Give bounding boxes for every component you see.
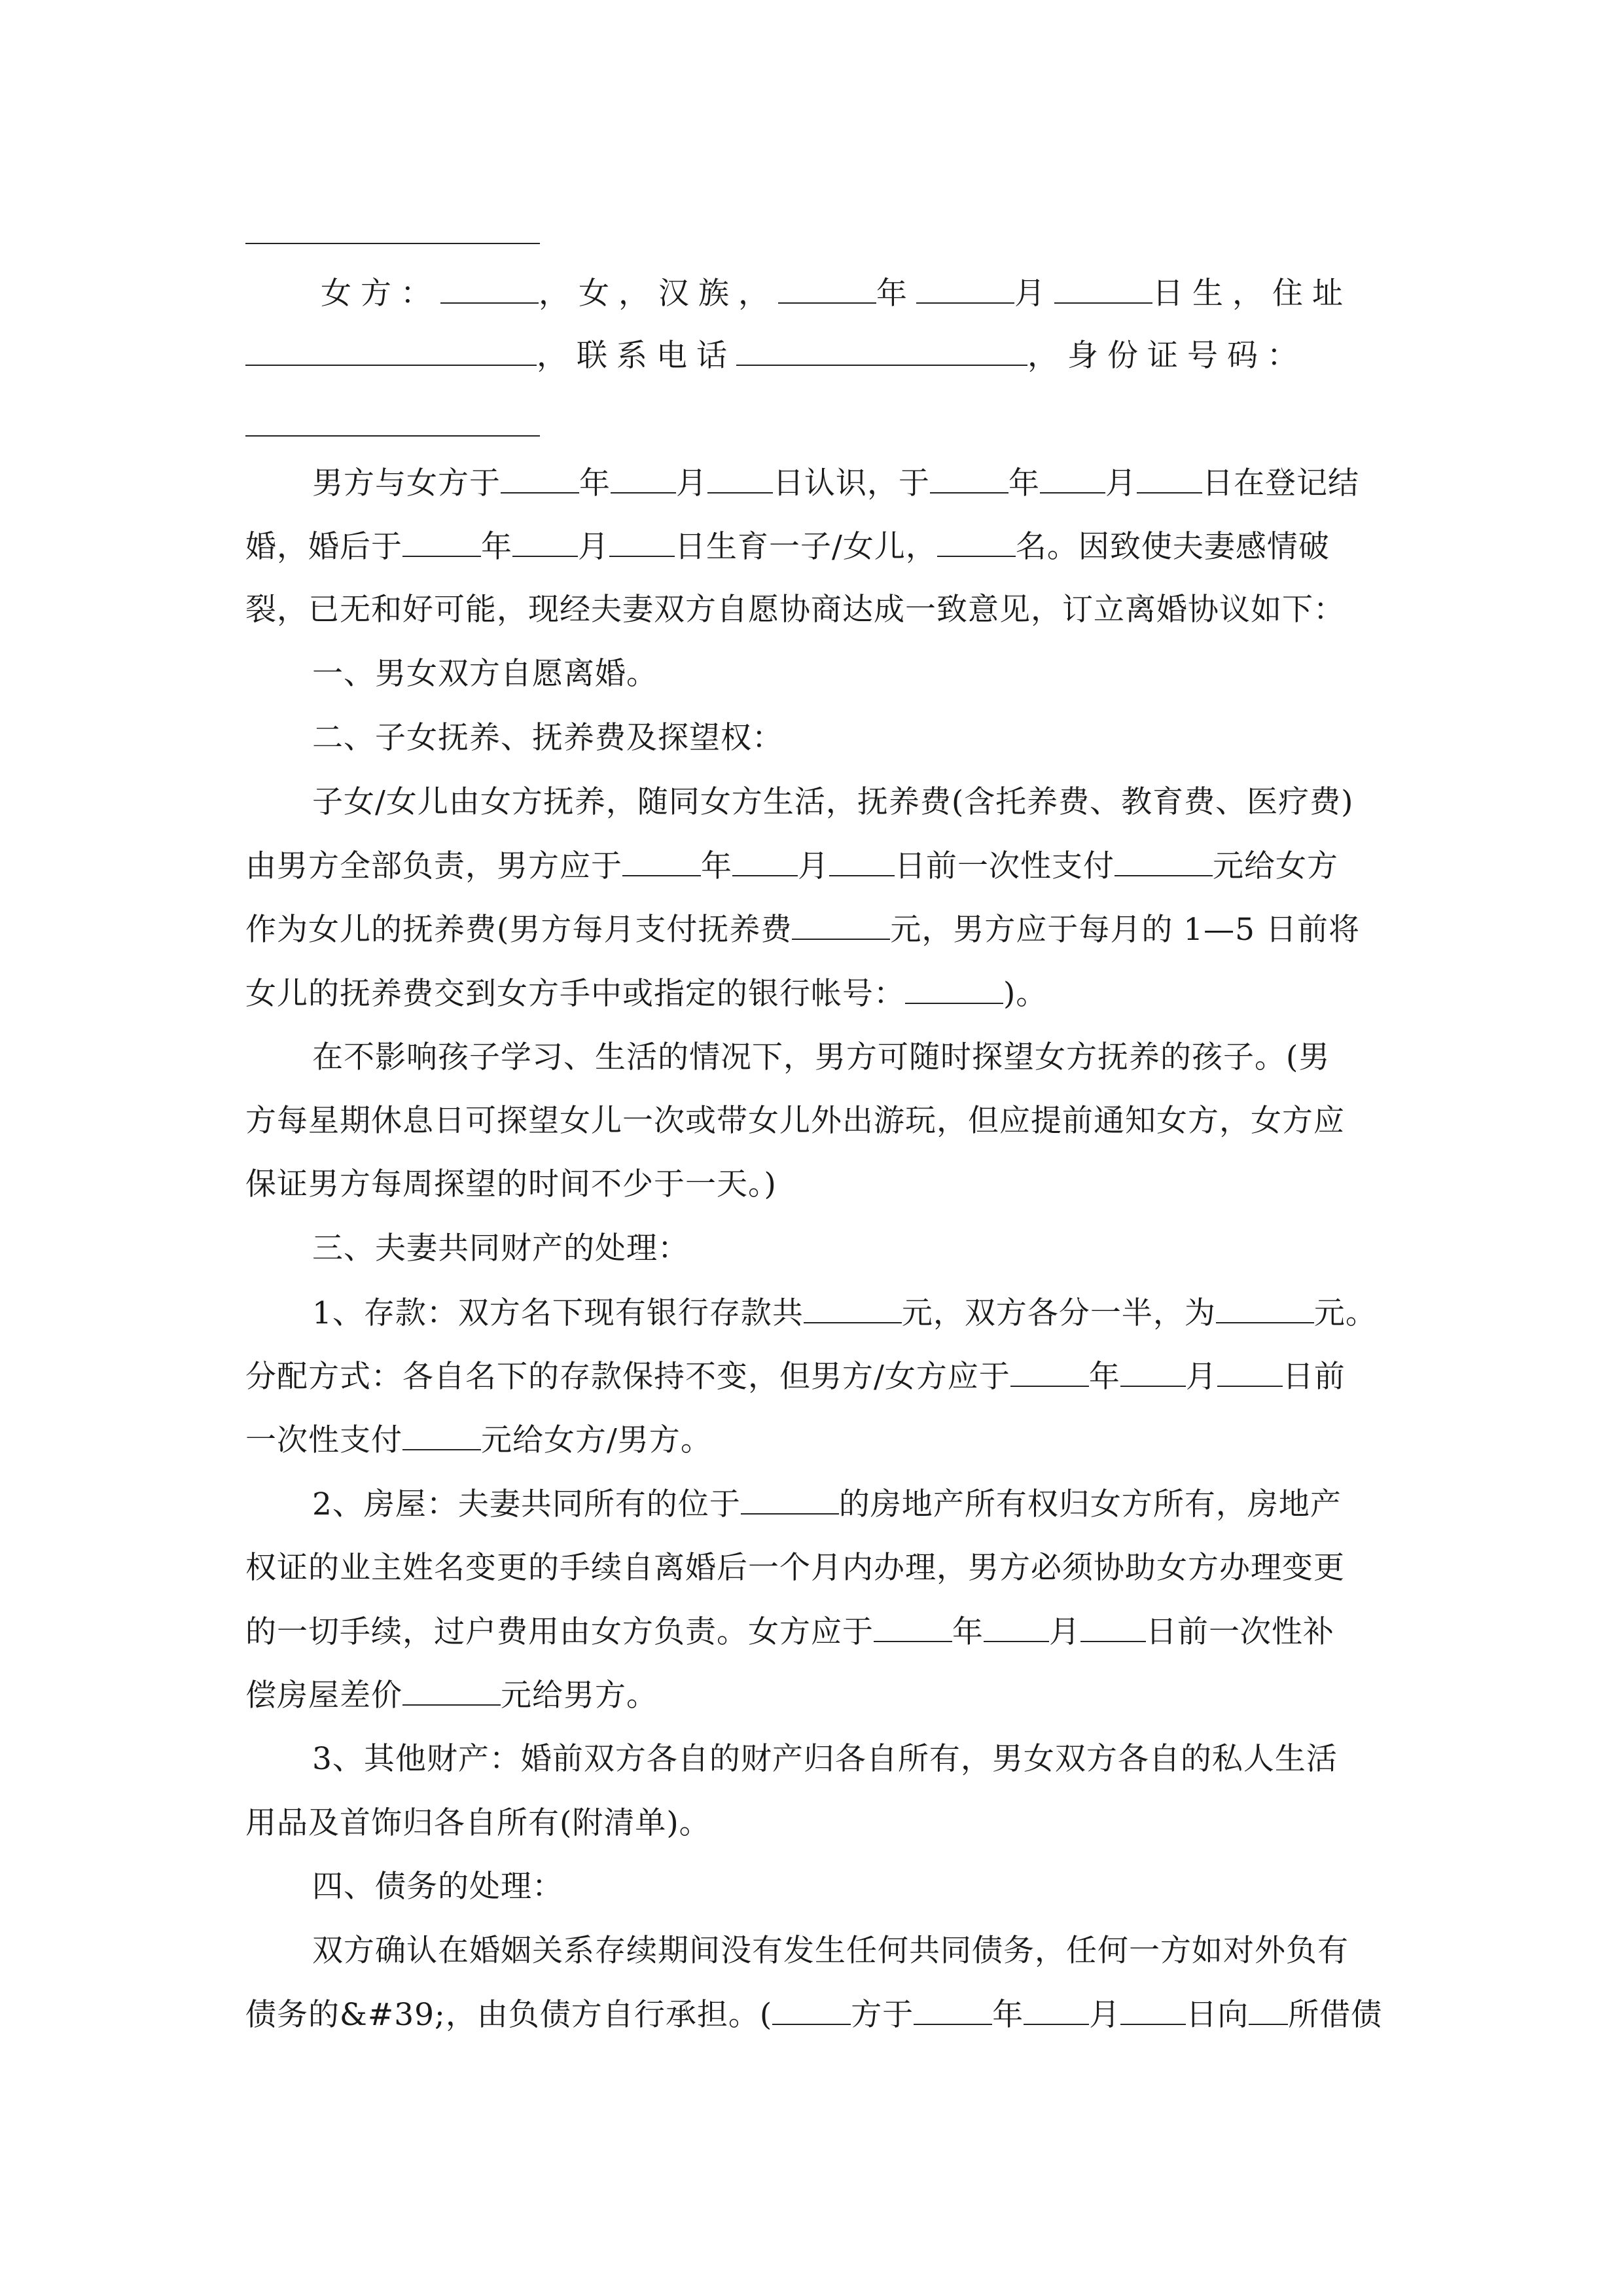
blank (609, 527, 675, 557)
blank-address (245, 336, 537, 366)
blank (402, 1676, 501, 1706)
blank (1040, 463, 1105, 493)
blank (501, 463, 579, 493)
section-4-heading: 四、债务的处理： (312, 1869, 563, 1905)
blank (512, 527, 578, 557)
blank (874, 1612, 952, 1642)
blank (930, 463, 1008, 493)
blank (1249, 1995, 1288, 2025)
section-2-p2-line-2: 方每星期休息日可探望女儿一次或带女儿外出游玩，但应提前通知女方，女方应 (245, 1103, 1345, 1139)
house-line-3: 的一切手续，过户费用由女方负责。女方应于 年 月 日前一次性补 (245, 1612, 1378, 1652)
blank (984, 1612, 1049, 1642)
section-1-heading: 一、男女双方自愿离婚。 (312, 656, 658, 692)
intro-line-2: 婚，婚后于 年 月 日生育一子/女儿， 名。因致使夫妻感情破 (245, 527, 1378, 567)
female-info-line-2: ，联系电话 ，身份证号码： (245, 336, 1378, 376)
blank (772, 1995, 851, 2025)
deposit-line-1: 1、存款：双方名下现有银行存款共 元，双方各分一半，为 元。 (312, 1293, 1444, 1333)
blank (732, 846, 798, 876)
house-line-1: 2、房屋：夫妻共同所有的位于 的房地产所有权归女方所有，房地产 (312, 1484, 1444, 1524)
blank (937, 527, 1016, 557)
other-property-line-1: 3、其他财产：婚前双方各自的财产归各自所有，男女双方各自的私人生活 (312, 1741, 1338, 1777)
blank (792, 910, 890, 940)
blank-underline (245, 243, 540, 244)
blank (707, 463, 773, 493)
blank (1080, 1612, 1146, 1642)
blank (1010, 1357, 1089, 1387)
blank (1024, 1995, 1089, 2025)
section-2-p2-line-3: 保证男方每周探望的时间不少于一天。) (245, 1166, 777, 1202)
female-info-line-1: 女方： ，女，汉族， 年 月 日生，住址 (321, 274, 1378, 314)
section-2-p1-line-1: 子女/女儿由女方抚养，随同女方生活，抚养费(含托养费、教育费、医疗费) (312, 784, 1354, 820)
deposit-line-3: 一次性支付 元给女方/男方。 (245, 1420, 1378, 1460)
section-2-p1-line-2: 由男方全部负责，男方应于 年 月 日前一次性支付 元给女方 (245, 846, 1378, 886)
section-2-p1-line-4: 女儿的抚养费交到女方手中或指定的银行帐号： )。 (245, 974, 1378, 1014)
blank (914, 1995, 992, 2025)
blank (1115, 846, 1213, 876)
blank (1120, 1995, 1186, 2025)
debt-line-2: 债务的&#39;，由负债方自行承担。( 方于 年 月 日向 所借债 (245, 1995, 1378, 2035)
blank-bank-account (905, 974, 1003, 1004)
blank (1217, 1357, 1283, 1387)
blank-day (1054, 274, 1152, 304)
house-line-4: 偿房屋差价 元给男方。 (245, 1676, 1378, 1715)
blank (622, 846, 701, 876)
blank-id-number (245, 435, 540, 437)
blank (611, 463, 676, 493)
section-2-p1-line-3: 作为女儿的抚养费(男方每月支付抚养费 元，男方应于每月的 1—5 日前将 (245, 910, 1378, 950)
deposit-line-2: 分配方式：各自名下的存款保持不变，但男方/女方应于 年 月 日前 (245, 1357, 1378, 1397)
blank (1216, 1293, 1314, 1323)
blank (804, 1293, 902, 1323)
blank (402, 527, 481, 557)
section-2-p2-line-1: 在不影响孩子学习、生活的情况下，男方可随时探望女方抚养的孩子。(男 (312, 1039, 1330, 1075)
section-3-heading: 三、夫妻共同财产的处理： (312, 1230, 689, 1266)
intro-line-3: 裂，已无和好可能，现经夫妻双方自愿协商达成一致意见，订立离婚协议如下： (245, 592, 1345, 628)
blank-month (916, 274, 1014, 304)
blank (402, 1420, 481, 1450)
blank (1120, 1357, 1186, 1387)
blank-name (440, 274, 539, 304)
blank (829, 846, 895, 876)
intro-line-1: 男方与女方于 年 月 日认识，于 年 月 日在登记结 (312, 463, 1444, 503)
other-property-line-2: 用品及首饰归各自所有(附清单)。 (245, 1805, 711, 1841)
section-2-heading: 二、子女抚养、抚养费及探望权： (312, 720, 783, 756)
blank (1137, 463, 1202, 493)
blank-year (778, 274, 876, 304)
blank (741, 1484, 839, 1515)
debt-line-1: 双方确认在婚姻关系存续期间没有发生任何共同债务，任何一方如对外负有 (312, 1933, 1349, 1969)
house-line-2: 权证的业主姓名变更的手续自离婚后一个月内办理，男方必须协助女方办理变更 (245, 1550, 1345, 1586)
blank-phone (736, 336, 1027, 366)
